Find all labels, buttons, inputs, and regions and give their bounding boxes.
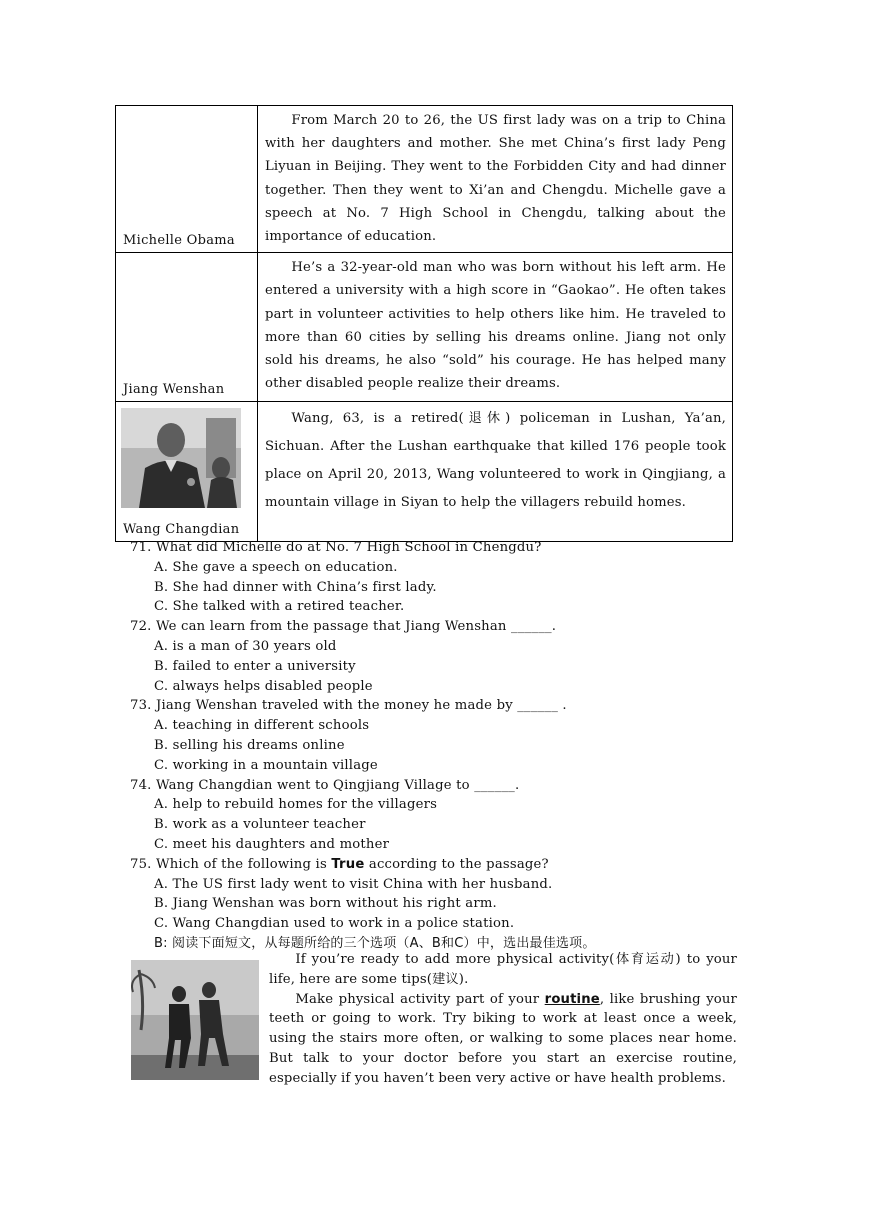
question-73: 73. Jiang Wenshan traveled with the money he made by ______ . <box>130 698 567 714</box>
question-75 <box>130 855 750 875</box>
name-cell <box>116 253 258 402</box>
policeman-photo <box>121 408 241 508</box>
option: B. failed to enter a university <box>154 658 356 674</box>
question-71: 71. What did Michelle do at No. 7 High School in Chengdu? <box>130 540 542 555</box>
question-text: according to the passage? <box>364 856 549 872</box>
question-74: 74. Wang Changdian went to Qingjiang Village to ______. <box>130 777 520 793</box>
option: B. Jiang Wenshan was born without his right arm. <box>154 896 497 912</box>
reading-passage <box>130 950 737 1089</box>
section-b-instruction: B: 阅读下面短文，从每题所给的三个选项（A、B和C）中，选出最佳选项。 <box>154 935 596 951</box>
option: A. The US first lady went to visit China with her husband. <box>154 876 553 892</box>
person-row-obama <box>116 106 733 253</box>
person-description: From March 20 to 26, the US first lady was on a trip to China with her daughters and mother. She met China’s first lady Peng Liyuan in Beijing. They went to the Forbidden City and had dinner together. Then they went to Xi’an and Chengdu. Michelle gave a speech at No. 7 High School in Chengdu, talking about the importance of education. <box>265 113 726 245</box>
option: B. selling his dreams online <box>154 737 345 753</box>
name-cell <box>116 402 258 542</box>
option: A. help to rebuild homes for the villagers <box>154 797 438 813</box>
person-row-jiang <box>116 253 733 402</box>
person-description: Wang, 63, is a retired(退休) policeman in Lushan, Ya’an, Sichuan. After the Lushan earthquake that killed 176 people took place on April 20, 2013, Wang volunteered to work in Qingjiang, a mountain village in Siyan to help the villagers rebuild homes. <box>265 411 726 511</box>
person-row-wang <box>116 402 733 542</box>
name-cell <box>116 106 258 253</box>
text-cell <box>258 253 733 402</box>
paragraph-text: , like brushing your teeth or going to work. Try biking to work at least once a week, using the stairs more often, or walking to some places near home. But talk to your doctor before you start an exercise routine, especially if you haven’t been very active or have health problems. <box>269 991 737 1086</box>
option: C. Wang Changdian used to work in a police station. <box>154 916 515 932</box>
option: C. working in a mountain village <box>154 757 378 773</box>
person-name: Wang Changdian <box>123 522 240 538</box>
option: C. She talked with a retired teacher. <box>154 599 405 615</box>
walking-people-photo <box>131 960 259 1080</box>
people-table <box>115 105 733 542</box>
true-keyword: True <box>331 856 365 872</box>
option: A. She gave a speech on education. <box>154 559 398 575</box>
option: C. meet his daughters and mother <box>154 836 390 852</box>
question-72: 72. We can learn from the passage that Jiang Wenshan ______. <box>130 619 557 635</box>
option: A. is a man of 30 years old <box>154 638 337 654</box>
text-cell <box>258 402 733 542</box>
option: B. She had dinner with China’s first lady. <box>154 579 437 595</box>
person-name: Michelle Obama <box>123 233 235 249</box>
question-text: 75. Which of the following is <box>130 856 332 872</box>
option: A. teaching in different schools <box>154 718 370 734</box>
option: C. always helps disabled people <box>154 678 373 694</box>
passage-paragraph-1: If you’re ready to add more physical activity(体育运动) to your life, here are some tips(建议). <box>269 952 737 987</box>
option: B. work as a volunteer teacher <box>154 817 366 833</box>
questions-section <box>130 538 750 954</box>
routine-keyword: routine <box>544 991 600 1007</box>
person-description: He’s a 32-year-old man who was born without his left arm. He entered a university with a high score in “Gaokao”. He often takes part in volunteer activities to help others like him. He traveled to more than 60 cities by selling his dreams online. Jiang not only sold his dreams, he also “sold” his courage. He has helped many other disabled people realize their dreams. <box>265 260 726 392</box>
text-cell <box>258 106 733 253</box>
paragraph-text: Make physical activity part of your <box>295 991 545 1007</box>
person-name: Jiang Wenshan <box>123 382 225 398</box>
